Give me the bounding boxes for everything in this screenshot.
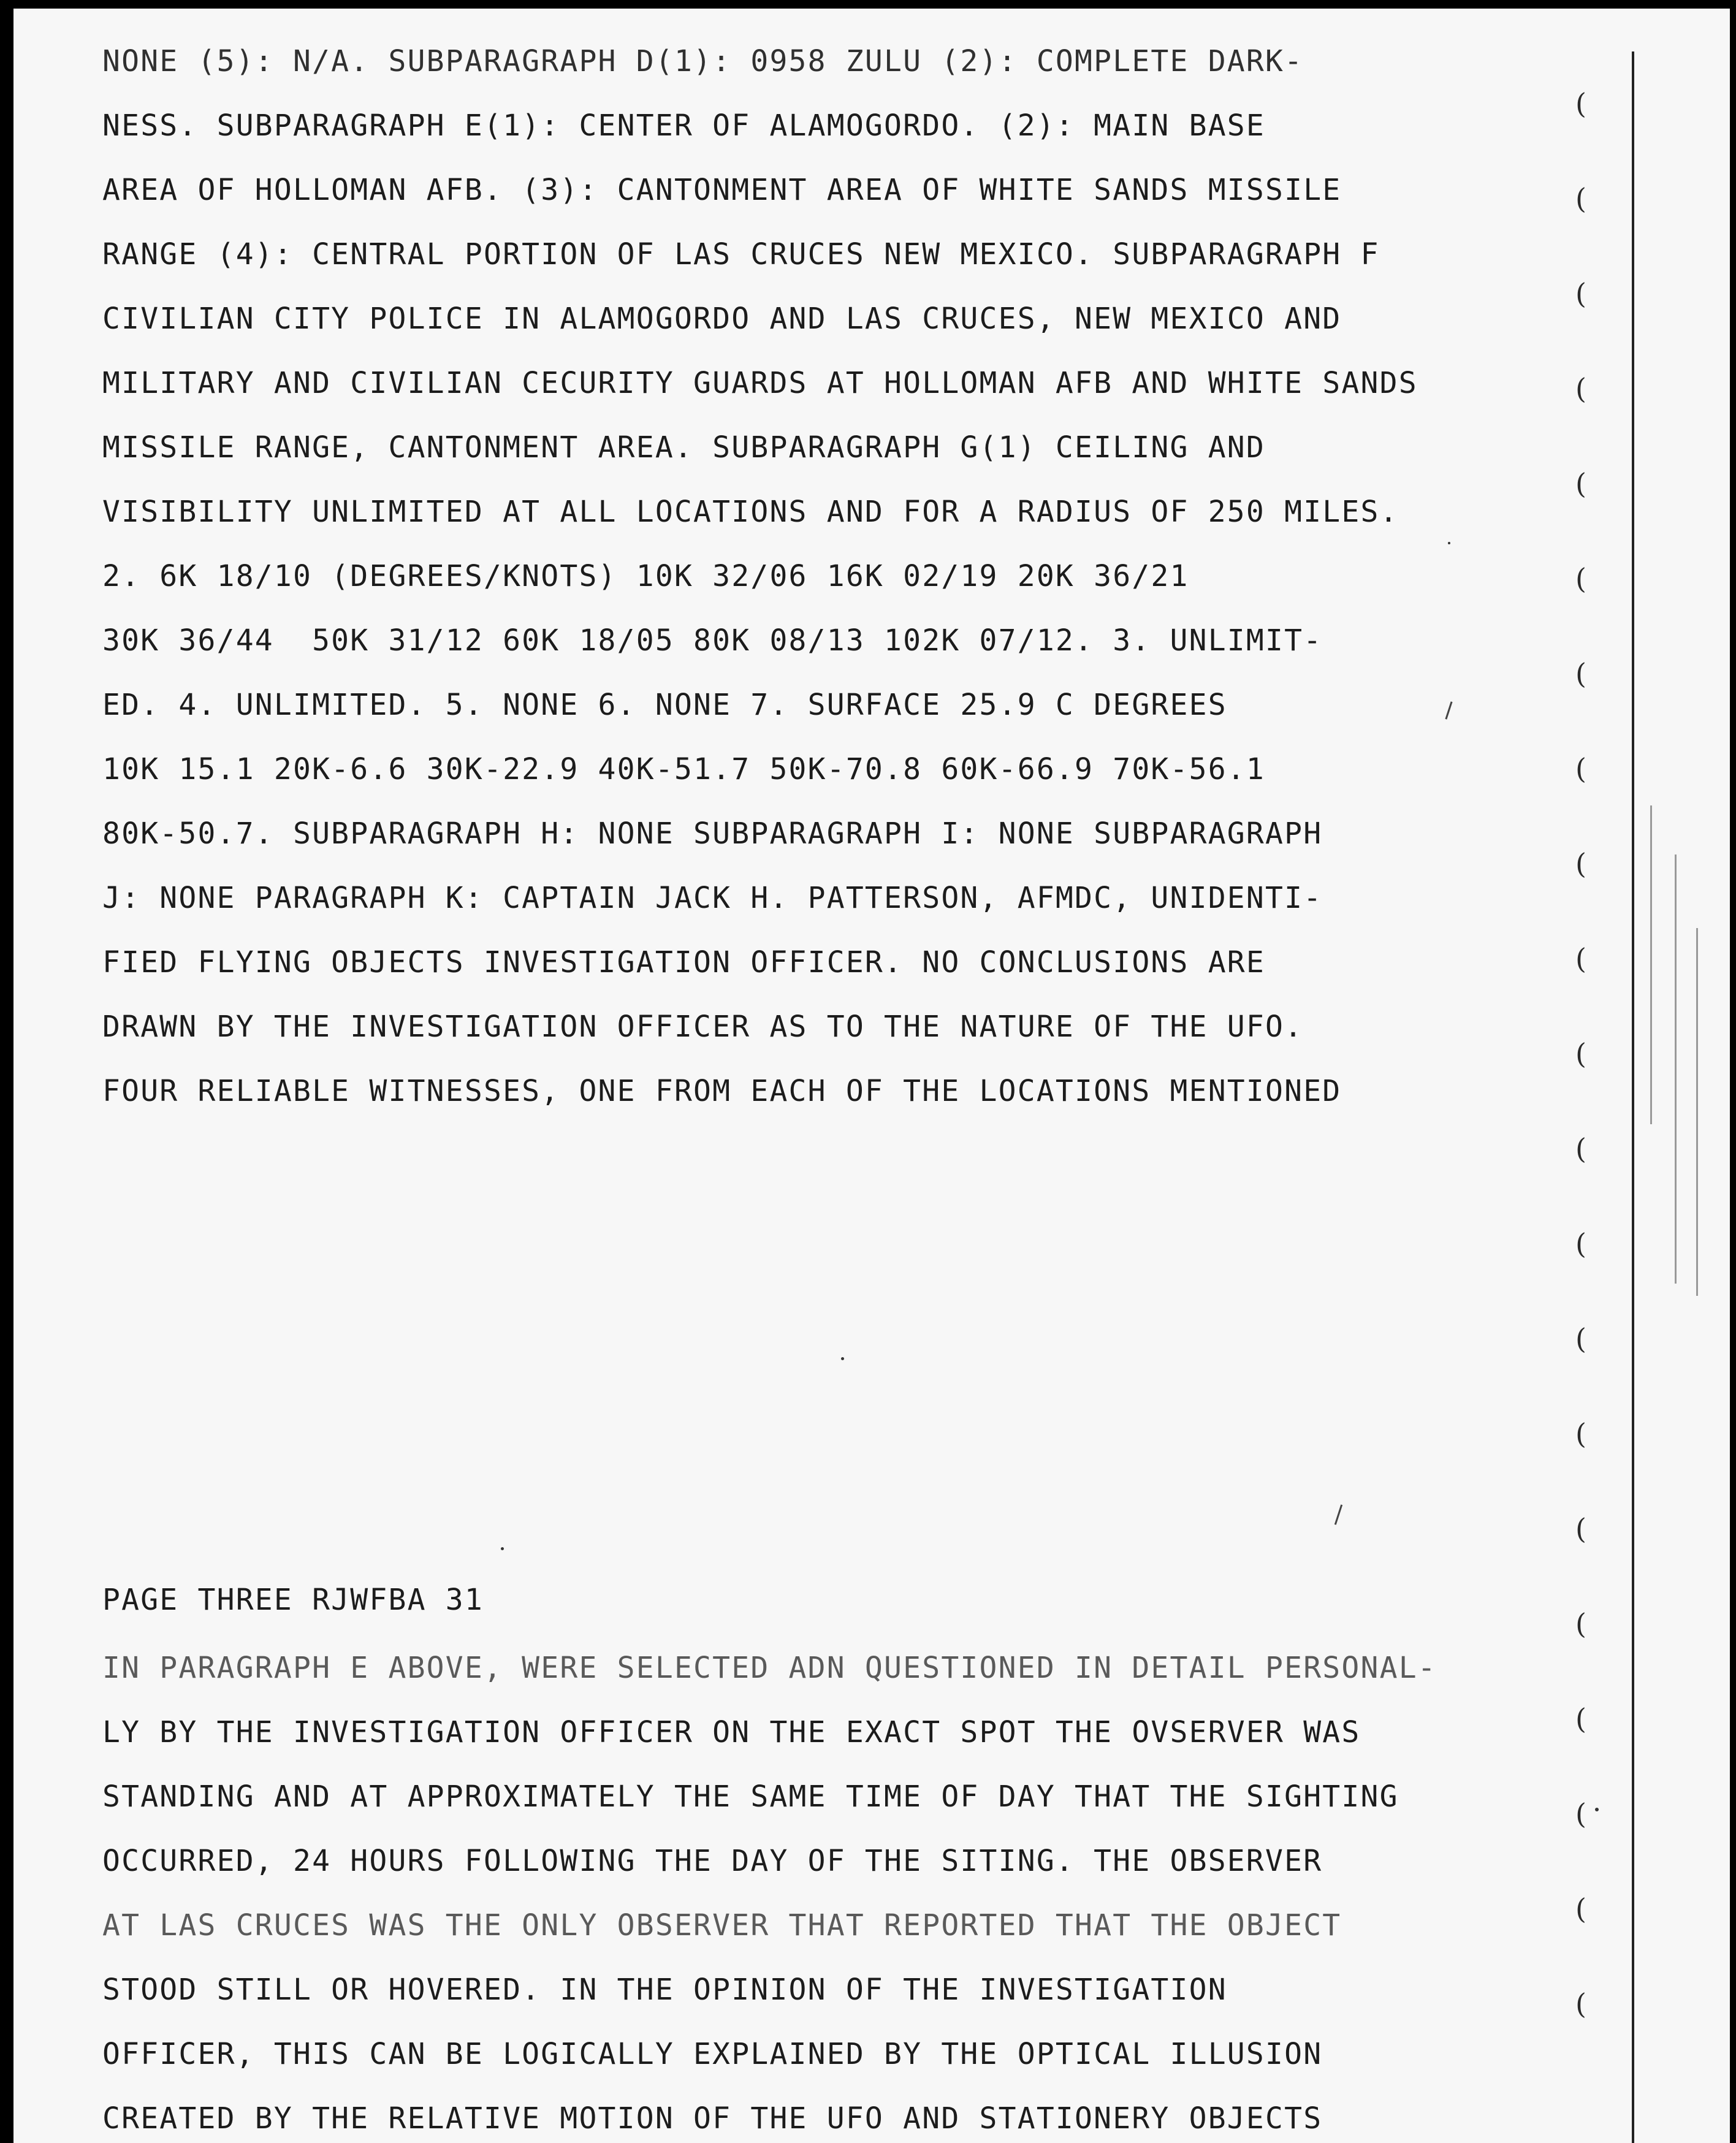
margin-mark-5: ( bbox=[1575, 467, 1586, 500]
document-page bbox=[13, 9, 1730, 2143]
body-line-10: 30K 36/44 50K 31/12 60K 18/05 80K 08/13 102K 07/12. 3. UNLIMIT- bbox=[102, 623, 1323, 658]
scan-speck bbox=[841, 1357, 844, 1360]
body-line-16: DRAWN BY THE INVESTIGATION OFFICER AS TO THE NATURE OF THE UFO. bbox=[102, 1010, 1304, 1044]
body-line-8: VISIBILITY UNLIMITED AT ALL LOCATIONS AND FOR A RADIUS OF 250 MILES. bbox=[102, 495, 1399, 529]
margin-mark-7: ( bbox=[1575, 657, 1586, 690]
margin-mark-6: ( bbox=[1575, 562, 1586, 595]
continuation-line-2: LY BY THE INVESTIGATION OFFICER ON THE EXACT SPOT THE OVSERVER WAS bbox=[102, 1715, 1361, 1749]
margin-mark-20: ( bbox=[1575, 1892, 1586, 1925]
body-line-4: RANGE (4): CENTRAL PORTION OF LAS CRUCES NEW MEXICO. SUBPARAGRAPH F bbox=[102, 237, 1380, 272]
pen-stroke bbox=[1334, 1504, 1342, 1524]
body-line-11: ED. 4. UNLIMITED. 5. NONE 6. NONE 7. SURFACE 25.9 C DEGREES bbox=[102, 688, 1227, 722]
continuation-line-6: STOOD STILL OR HOVERED. IN THE OPINION OF THE INVESTIGATION bbox=[102, 1973, 1227, 2007]
scan-speck bbox=[1448, 542, 1450, 544]
body-line-15: FIED FLYING OBJECTS INVESTIGATION OFFICER. NO CONCLUSIONS ARE bbox=[102, 945, 1266, 980]
scan-speck bbox=[501, 1547, 504, 1550]
margin-mark-18: ( bbox=[1575, 1702, 1586, 1735]
body-line-3: AREA OF HOLLOMAN AFB. (3): CANTONMENT AREA OF WHITE SANDS MISSILE bbox=[102, 173, 1342, 207]
continuation-line-3: STANDING AND AT APPROXIMATELY THE SAME TIME OF DAY THAT THE SIGHTING bbox=[102, 1779, 1399, 1814]
margin-mark-12: ( bbox=[1575, 1132, 1586, 1165]
margin-mark-1: ( bbox=[1575, 87, 1586, 120]
body-line-5: CIVILIAN CITY POLICE IN ALAMOGORDO AND LAS CRUCES, NEW MEXICO AND bbox=[102, 302, 1342, 336]
continuation-line-5: AT LAS CRUCES WAS THE ONLY OBSERVER THAT REPORTED THAT THE OBJECT bbox=[102, 1908, 1342, 1943]
body-line-9: 2. 6K 18/10 (DEGREES/KNOTS) 10K 32/06 16K 02/19 20K 36/21 bbox=[102, 559, 1189, 593]
body-line-2: NESS. SUBPARAGRAPH E(1): CENTER OF ALAMOGORDO. (2): MAIN BASE bbox=[102, 108, 1266, 143]
body-line-6: MILITARY AND CIVILIAN CECURITY GUARDS AT HOLLOMAN AFB AND WHITE SANDS bbox=[102, 366, 1418, 400]
continuation-line-4: OCCURRED, 24 HOURS FOLLOWING THE DAY OF THE SITING. THE OBSERVER bbox=[102, 1844, 1323, 1878]
margin-mark-19: ( bbox=[1575, 1797, 1586, 1830]
bleed-through-1 bbox=[1331, 101, 1512, 132]
margin-mark-17: ( bbox=[1575, 1607, 1586, 1640]
margin-mark-11: ( bbox=[1575, 1037, 1586, 1070]
body-line-14: J: NONE PARAGRAPH K: CAPTAIN JACK H. PATTERSON, AFMDC, UNIDENTI- bbox=[102, 881, 1323, 915]
margin-mark-21: ( bbox=[1575, 1987, 1586, 2020]
margin-mark-2: ( bbox=[1575, 182, 1586, 215]
margin-mark-15: ( bbox=[1575, 1417, 1586, 1450]
scan-speck bbox=[1595, 1808, 1599, 1811]
body-line-17: FOUR RELIABLE WITNESSES, ONE FROM EACH OF THE LOCATIONS MENTIONED bbox=[102, 1074, 1342, 1108]
body-line-1: NONE (5): N/A. SUBPARAGRAPH D(1): 0958 ZULU (2): COMPLETE DARK- bbox=[102, 44, 1304, 78]
margin-mark-3: ( bbox=[1575, 277, 1586, 310]
margin-mark-9: ( bbox=[1575, 847, 1586, 880]
continuation-line-7: OFFICER, THIS CAN BE LOGICALLY EXPLAINED BY THE OPTICAL ILLUSION bbox=[102, 2037, 1323, 2071]
margin-mark-4: ( bbox=[1575, 372, 1586, 405]
continuation-line-1: IN PARAGRAPH E ABOVE, WERE SELECTED ADN QUESTIONED IN DETAIL PERSONAL- bbox=[102, 1651, 1437, 1685]
body-line-12: 10K 15.1 20K-6.6 30K-22.9 40K-51.7 50K-70.8 60K-66.9 70K-56.1 bbox=[102, 752, 1266, 786]
continuation-line-8: CREATED BY THE RELATIVE MOTION OF THE UFO AND STATIONERY OBJECTS bbox=[102, 2101, 1323, 2136]
body-line-7: MISSILE RANGE, CANTONMENT AREA. SUBPARAGRAPH G(1) CEILING AND bbox=[102, 430, 1266, 465]
bleed-through-margin bbox=[1632, 805, 1718, 1357]
margin-mark-14: ( bbox=[1575, 1322, 1586, 1355]
body-line-13: 80K-50.7. SUBPARAGRAPH H: NONE SUBPARAGRAPH I: NONE SUBPARAGRAPH bbox=[102, 816, 1323, 851]
margin-mark-8: ( bbox=[1575, 752, 1586, 785]
margin-mark-16: ( bbox=[1575, 1512, 1586, 1545]
pen-stroke bbox=[1445, 701, 1452, 719]
margin-mark-13: ( bbox=[1575, 1227, 1586, 1260]
page-header: PAGE THREE RJWFBA 31 bbox=[102, 1583, 484, 1617]
margin-mark-10: ( bbox=[1575, 942, 1586, 975]
